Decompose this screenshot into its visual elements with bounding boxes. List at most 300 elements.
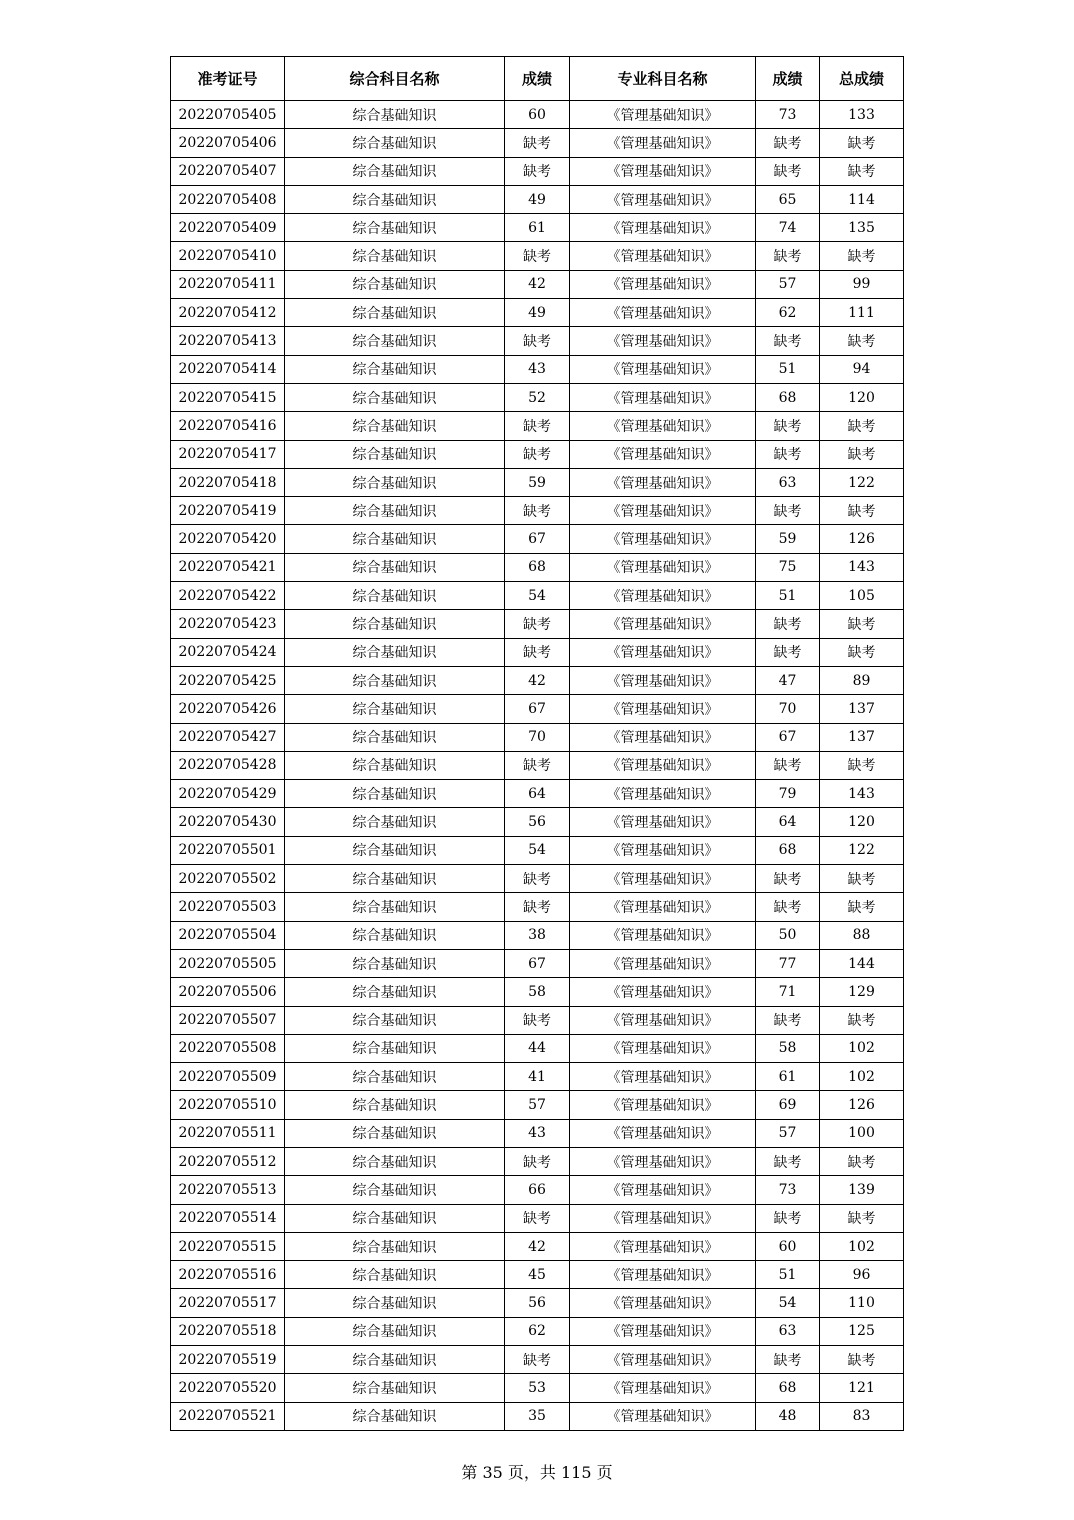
table-row bbox=[171, 1261, 904, 1289]
major-score-cell: 48 bbox=[756, 1402, 820, 1430]
table-row bbox=[171, 1063, 904, 1091]
exam-id-cell: 20220705405 bbox=[171, 101, 285, 129]
general-subject-cell: 综合基础知识 bbox=[285, 355, 505, 383]
major-score-cell: 51 bbox=[756, 1261, 820, 1289]
major-subject-cell: 《管理基础知识》 bbox=[570, 1374, 756, 1402]
exam-id-cell: 20220705423 bbox=[171, 610, 285, 638]
major-subject-cell: 《管理基础知识》 bbox=[570, 525, 756, 553]
major-subject-cell: 《管理基础知识》 bbox=[570, 214, 756, 242]
general-subject-cell: 综合基础知识 bbox=[285, 949, 505, 977]
general-subject-cell: 综合基础知识 bbox=[285, 1346, 505, 1374]
major-subject-cell: 《管理基础知识》 bbox=[570, 468, 756, 496]
exam-id-cell: 20220705517 bbox=[171, 1289, 285, 1317]
major-score-cell: 缺考 bbox=[756, 1204, 820, 1232]
general-subject-cell: 综合基础知识 bbox=[285, 1176, 505, 1204]
total-score-cell: 125 bbox=[820, 1317, 904, 1345]
total-score-cell: 137 bbox=[820, 695, 904, 723]
general-subject-cell: 综合基础知识 bbox=[285, 1374, 505, 1402]
table-row bbox=[171, 780, 904, 808]
general-score-cell: 42 bbox=[505, 666, 570, 694]
major-score-cell: 69 bbox=[756, 1091, 820, 1119]
general-score-cell: 54 bbox=[505, 582, 570, 610]
exam-id-cell: 20220705521 bbox=[171, 1402, 285, 1430]
major-score-cell: 缺考 bbox=[756, 242, 820, 270]
major-subject-cell: 《管理基础知识》 bbox=[570, 129, 756, 157]
general-score-cell: 49 bbox=[505, 299, 570, 327]
major-score-cell: 47 bbox=[756, 666, 820, 694]
major-subject-cell: 《管理基础知识》 bbox=[570, 751, 756, 779]
general-subject-cell: 综合基础知识 bbox=[285, 1119, 505, 1147]
major-subject-cell: 《管理基础知识》 bbox=[570, 780, 756, 808]
general-score-cell: 53 bbox=[505, 1374, 570, 1402]
table-row bbox=[171, 1034, 904, 1062]
table-row bbox=[171, 723, 904, 751]
general-score-cell: 67 bbox=[505, 949, 570, 977]
general-subject-cell: 综合基础知识 bbox=[285, 780, 505, 808]
major-score-cell: 缺考 bbox=[756, 893, 820, 921]
general-subject-cell: 综合基础知识 bbox=[285, 214, 505, 242]
general-score-cell: 38 bbox=[505, 921, 570, 949]
major-subject-cell: 《管理基础知识》 bbox=[570, 327, 756, 355]
major-score-cell: 57 bbox=[756, 270, 820, 298]
total-score-cell: 缺考 bbox=[820, 327, 904, 355]
total-score-cell: 143 bbox=[820, 780, 904, 808]
exam-id-cell: 20220705421 bbox=[171, 553, 285, 581]
general-subject-cell: 综合基础知识 bbox=[285, 327, 505, 355]
major-score-cell: 缺考 bbox=[756, 440, 820, 468]
exam-id-cell: 20220705408 bbox=[171, 185, 285, 213]
total-score-cell: 126 bbox=[820, 1091, 904, 1119]
table-row bbox=[171, 355, 904, 383]
general-subject-cell: 综合基础知识 bbox=[285, 1091, 505, 1119]
major-subject-cell: 《管理基础知识》 bbox=[570, 1147, 756, 1175]
exam-id-cell: 20220705425 bbox=[171, 666, 285, 694]
general-score-cell: 45 bbox=[505, 1261, 570, 1289]
total-score-cell: 96 bbox=[820, 1261, 904, 1289]
exam-id-cell: 20220705424 bbox=[171, 638, 285, 666]
table-row bbox=[171, 1091, 904, 1119]
total-score-cell: 105 bbox=[820, 582, 904, 610]
total-score-cell: 缺考 bbox=[820, 893, 904, 921]
table-row bbox=[171, 214, 904, 242]
general-score-cell: 68 bbox=[505, 553, 570, 581]
exam-id-cell: 20220705412 bbox=[171, 299, 285, 327]
general-subject-cell: 综合基础知识 bbox=[285, 893, 505, 921]
total-score-cell: 缺考 bbox=[820, 129, 904, 157]
total-score-cell: 102 bbox=[820, 1232, 904, 1260]
major-subject-cell: 《管理基础知识》 bbox=[570, 1091, 756, 1119]
major-subject-cell: 《管理基础知识》 bbox=[570, 610, 756, 638]
general-score-cell: 54 bbox=[505, 836, 570, 864]
general-score-cell: 缺考 bbox=[505, 440, 570, 468]
general-score-cell: 缺考 bbox=[505, 610, 570, 638]
major-score-cell: 59 bbox=[756, 525, 820, 553]
total-score-cell: 110 bbox=[820, 1289, 904, 1317]
exam-id-cell: 20220705410 bbox=[171, 242, 285, 270]
table-row bbox=[171, 299, 904, 327]
exam-id-cell: 20220705504 bbox=[171, 921, 285, 949]
major-score-cell: 62 bbox=[756, 299, 820, 327]
general-subject-cell: 综合基础知识 bbox=[285, 412, 505, 440]
table-row bbox=[171, 638, 904, 666]
major-subject-cell: 《管理基础知识》 bbox=[570, 1176, 756, 1204]
general-score-cell: 64 bbox=[505, 780, 570, 808]
general-score-cell: 60 bbox=[505, 101, 570, 129]
general-subject-cell: 综合基础知识 bbox=[285, 751, 505, 779]
exam-id-cell: 20220705407 bbox=[171, 157, 285, 185]
general-subject-cell: 综合基础知识 bbox=[285, 1204, 505, 1232]
general-subject-cell: 综合基础知识 bbox=[285, 1034, 505, 1062]
exam-id-cell: 20220705508 bbox=[171, 1034, 285, 1062]
general-score-cell: 59 bbox=[505, 468, 570, 496]
general-subject-cell: 综合基础知识 bbox=[285, 1063, 505, 1091]
exam-id-cell: 20220705503 bbox=[171, 893, 285, 921]
major-score-cell: 51 bbox=[756, 582, 820, 610]
exam-id-cell: 20220705411 bbox=[171, 270, 285, 298]
general-subject-cell: 综合基础知识 bbox=[285, 185, 505, 213]
table-row bbox=[171, 751, 904, 779]
major-score-cell: 57 bbox=[756, 1119, 820, 1147]
major-score-cell: 54 bbox=[756, 1289, 820, 1317]
table-row bbox=[171, 1204, 904, 1232]
major-score-cell: 50 bbox=[756, 921, 820, 949]
major-score-cell: 缺考 bbox=[756, 1346, 820, 1374]
major-subject-cell: 《管理基础知识》 bbox=[570, 1317, 756, 1345]
exam-id-cell: 20220705512 bbox=[171, 1147, 285, 1175]
exam-id-cell: 20220705519 bbox=[171, 1346, 285, 1374]
total-score-cell: 缺考 bbox=[820, 497, 904, 525]
header-total-score: 总成绩 bbox=[820, 57, 904, 101]
exam-id-cell: 20220705501 bbox=[171, 836, 285, 864]
major-score-cell: 70 bbox=[756, 695, 820, 723]
major-subject-cell: 《管理基础知识》 bbox=[570, 383, 756, 411]
exam-id-cell: 20220705430 bbox=[171, 808, 285, 836]
header-major-score: 成绩 bbox=[756, 57, 820, 101]
total-score-cell: 缺考 bbox=[820, 440, 904, 468]
exam-id-cell: 20220705419 bbox=[171, 497, 285, 525]
table-row bbox=[171, 1346, 904, 1374]
major-score-cell: 缺考 bbox=[756, 751, 820, 779]
table-row bbox=[171, 1232, 904, 1260]
general-score-cell: 缺考 bbox=[505, 497, 570, 525]
general-score-cell: 70 bbox=[505, 723, 570, 751]
major-subject-cell: 《管理基础知识》 bbox=[570, 242, 756, 270]
major-score-cell: 65 bbox=[756, 185, 820, 213]
general-subject-cell: 综合基础知识 bbox=[285, 978, 505, 1006]
exam-id-cell: 20220705418 bbox=[171, 468, 285, 496]
major-score-cell: 58 bbox=[756, 1034, 820, 1062]
major-score-cell: 77 bbox=[756, 949, 820, 977]
general-score-cell: 缺考 bbox=[505, 242, 570, 270]
general-subject-cell: 综合基础知识 bbox=[285, 242, 505, 270]
major-score-cell: 缺考 bbox=[756, 1147, 820, 1175]
general-score-cell: 缺考 bbox=[505, 638, 570, 666]
major-score-cell: 68 bbox=[756, 836, 820, 864]
total-score-cell: 143 bbox=[820, 553, 904, 581]
major-subject-cell: 《管理基础知识》 bbox=[570, 808, 756, 836]
major-subject-cell: 《管理基础知识》 bbox=[570, 1289, 756, 1317]
general-score-cell: 缺考 bbox=[505, 412, 570, 440]
total-score-cell: 89 bbox=[820, 666, 904, 694]
general-subject-cell: 综合基础知识 bbox=[285, 666, 505, 694]
total-score-cell: 缺考 bbox=[820, 610, 904, 638]
general-score-cell: 42 bbox=[505, 1232, 570, 1260]
table-row bbox=[171, 808, 904, 836]
table-row bbox=[171, 553, 904, 581]
major-score-cell: 75 bbox=[756, 553, 820, 581]
major-subject-cell: 《管理基础知识》 bbox=[570, 299, 756, 327]
total-score-cell: 122 bbox=[820, 468, 904, 496]
total-score-cell: 83 bbox=[820, 1402, 904, 1430]
exam-id-cell: 20220705416 bbox=[171, 412, 285, 440]
total-score-cell: 120 bbox=[820, 808, 904, 836]
general-score-cell: 62 bbox=[505, 1317, 570, 1345]
total-score-cell: 99 bbox=[820, 270, 904, 298]
general-score-cell: 缺考 bbox=[505, 865, 570, 893]
major-score-cell: 缺考 bbox=[756, 638, 820, 666]
exam-id-cell: 20220705520 bbox=[171, 1374, 285, 1402]
total-score-cell: 88 bbox=[820, 921, 904, 949]
general-score-cell: 缺考 bbox=[505, 157, 570, 185]
major-score-cell: 缺考 bbox=[756, 327, 820, 355]
major-subject-cell: 《管理基础知识》 bbox=[570, 185, 756, 213]
total-score-cell: 102 bbox=[820, 1034, 904, 1062]
table-row bbox=[171, 101, 904, 129]
total-score-cell: 114 bbox=[820, 185, 904, 213]
total-score-cell: 139 bbox=[820, 1176, 904, 1204]
general-subject-cell: 综合基础知识 bbox=[285, 921, 505, 949]
exam-id-cell: 20220705511 bbox=[171, 1119, 285, 1147]
general-subject-cell: 综合基础知识 bbox=[285, 582, 505, 610]
total-score-cell: 122 bbox=[820, 836, 904, 864]
major-subject-cell: 《管理基础知识》 bbox=[570, 412, 756, 440]
major-subject-cell: 《管理基础知识》 bbox=[570, 1204, 756, 1232]
table-row bbox=[171, 921, 904, 949]
general-subject-cell: 综合基础知识 bbox=[285, 723, 505, 751]
exam-id-cell: 20220705420 bbox=[171, 525, 285, 553]
table-row bbox=[171, 666, 904, 694]
major-score-cell: 64 bbox=[756, 808, 820, 836]
exam-id-cell: 20220705427 bbox=[171, 723, 285, 751]
exam-id-cell: 20220705426 bbox=[171, 695, 285, 723]
exam-id-cell: 20220705415 bbox=[171, 383, 285, 411]
table-row bbox=[171, 270, 904, 298]
general-subject-cell: 综合基础知识 bbox=[285, 1232, 505, 1260]
general-score-cell: 43 bbox=[505, 1119, 570, 1147]
general-subject-cell: 综合基础知识 bbox=[285, 440, 505, 468]
total-score-cell: 126 bbox=[820, 525, 904, 553]
major-subject-cell: 《管理基础知识》 bbox=[570, 497, 756, 525]
general-score-cell: 缺考 bbox=[505, 1204, 570, 1232]
table-row bbox=[171, 1374, 904, 1402]
general-subject-cell: 综合基础知识 bbox=[285, 468, 505, 496]
table-row bbox=[171, 129, 904, 157]
general-score-cell: 56 bbox=[505, 1289, 570, 1317]
total-score-cell: 94 bbox=[820, 355, 904, 383]
total-score-cell: 133 bbox=[820, 101, 904, 129]
header-major-subject: 专业科目名称 bbox=[570, 57, 756, 101]
general-score-cell: 66 bbox=[505, 1176, 570, 1204]
total-score-cell: 缺考 bbox=[820, 1006, 904, 1034]
general-score-cell: 缺考 bbox=[505, 1006, 570, 1034]
header-exam-id: 准考证号 bbox=[171, 57, 285, 101]
major-score-cell: 67 bbox=[756, 723, 820, 751]
general-subject-cell: 综合基础知识 bbox=[285, 383, 505, 411]
major-score-cell: 68 bbox=[756, 1374, 820, 1402]
total-score-cell: 129 bbox=[820, 978, 904, 1006]
table-row bbox=[171, 1176, 904, 1204]
major-score-cell: 60 bbox=[756, 1232, 820, 1260]
general-score-cell: 缺考 bbox=[505, 1147, 570, 1175]
major-subject-cell: 《管理基础知识》 bbox=[570, 893, 756, 921]
major-subject-cell: 《管理基础知识》 bbox=[570, 865, 756, 893]
table-row bbox=[171, 836, 904, 864]
general-subject-cell: 综合基础知识 bbox=[285, 1006, 505, 1034]
general-subject-cell: 综合基础知识 bbox=[285, 129, 505, 157]
general-subject-cell: 综合基础知识 bbox=[285, 610, 505, 638]
exam-id-cell: 20220705518 bbox=[171, 1317, 285, 1345]
general-score-cell: 缺考 bbox=[505, 1346, 570, 1374]
header-general-score: 成绩 bbox=[505, 57, 570, 101]
major-subject-cell: 《管理基础知识》 bbox=[570, 553, 756, 581]
major-score-cell: 缺考 bbox=[756, 1006, 820, 1034]
general-subject-cell: 综合基础知识 bbox=[285, 1402, 505, 1430]
table-row bbox=[171, 1402, 904, 1430]
total-score-cell: 102 bbox=[820, 1063, 904, 1091]
major-score-cell: 74 bbox=[756, 214, 820, 242]
table-row bbox=[171, 978, 904, 1006]
major-score-cell: 63 bbox=[756, 468, 820, 496]
table-row bbox=[171, 468, 904, 496]
major-subject-cell: 《管理基础知识》 bbox=[570, 1063, 756, 1091]
total-score-cell: 144 bbox=[820, 949, 904, 977]
exam-id-cell: 20220705516 bbox=[171, 1261, 285, 1289]
general-subject-cell: 综合基础知识 bbox=[285, 808, 505, 836]
table-row bbox=[171, 1006, 904, 1034]
exam-id-cell: 20220705513 bbox=[171, 1176, 285, 1204]
general-score-cell: 41 bbox=[505, 1063, 570, 1091]
table-row bbox=[171, 497, 904, 525]
table-body bbox=[171, 101, 904, 1431]
total-score-cell: 缺考 bbox=[820, 865, 904, 893]
general-score-cell: 67 bbox=[505, 695, 570, 723]
total-score-cell: 缺考 bbox=[820, 638, 904, 666]
general-score-cell: 49 bbox=[505, 185, 570, 213]
exam-id-cell: 20220705428 bbox=[171, 751, 285, 779]
table-row bbox=[171, 383, 904, 411]
major-score-cell: 63 bbox=[756, 1317, 820, 1345]
exam-id-cell: 20220705406 bbox=[171, 129, 285, 157]
total-score-cell: 缺考 bbox=[820, 412, 904, 440]
total-score-cell: 缺考 bbox=[820, 1204, 904, 1232]
general-subject-cell: 综合基础知识 bbox=[285, 865, 505, 893]
exam-id-cell: 20220705409 bbox=[171, 214, 285, 242]
major-subject-cell: 《管理基础知识》 bbox=[570, 666, 756, 694]
score-table bbox=[170, 56, 904, 1431]
major-subject-cell: 《管理基础知识》 bbox=[570, 270, 756, 298]
table-row bbox=[171, 1119, 904, 1147]
major-subject-cell: 《管理基础知识》 bbox=[570, 978, 756, 1006]
general-score-cell: 58 bbox=[505, 978, 570, 1006]
total-score-cell: 缺考 bbox=[820, 157, 904, 185]
exam-id-cell: 20220705514 bbox=[171, 1204, 285, 1232]
major-score-cell: 73 bbox=[756, 101, 820, 129]
exam-id-cell: 20220705422 bbox=[171, 582, 285, 610]
table-row bbox=[171, 440, 904, 468]
major-score-cell: 缺考 bbox=[756, 412, 820, 440]
major-subject-cell: 《管理基础知识》 bbox=[570, 1034, 756, 1062]
general-score-cell: 缺考 bbox=[505, 129, 570, 157]
general-score-cell: 61 bbox=[505, 214, 570, 242]
major-subject-cell: 《管理基础知识》 bbox=[570, 1006, 756, 1034]
exam-id-cell: 20220705417 bbox=[171, 440, 285, 468]
general-subject-cell: 综合基础知识 bbox=[285, 1147, 505, 1175]
general-subject-cell: 综合基础知识 bbox=[285, 836, 505, 864]
general-subject-cell: 综合基础知识 bbox=[285, 270, 505, 298]
major-score-cell: 缺考 bbox=[756, 865, 820, 893]
exam-id-cell: 20220705515 bbox=[171, 1232, 285, 1260]
major-subject-cell: 《管理基础知识》 bbox=[570, 1119, 756, 1147]
major-score-cell: 51 bbox=[756, 355, 820, 383]
exam-id-cell: 20220705502 bbox=[171, 865, 285, 893]
exam-id-cell: 20220705429 bbox=[171, 780, 285, 808]
header-general-subject: 综合科目名称 bbox=[285, 57, 505, 101]
general-subject-cell: 综合基础知识 bbox=[285, 1317, 505, 1345]
major-subject-cell: 《管理基础知识》 bbox=[570, 101, 756, 129]
exam-id-cell: 20220705413 bbox=[171, 327, 285, 355]
general-subject-cell: 综合基础知识 bbox=[285, 1289, 505, 1317]
table-row bbox=[171, 185, 904, 213]
major-subject-cell: 《管理基础知识》 bbox=[570, 921, 756, 949]
major-score-cell: 73 bbox=[756, 1176, 820, 1204]
general-score-cell: 44 bbox=[505, 1034, 570, 1062]
table-header-row bbox=[171, 57, 904, 101]
table-row bbox=[171, 582, 904, 610]
table-row bbox=[171, 949, 904, 977]
major-subject-cell: 《管理基础知识》 bbox=[570, 440, 756, 468]
major-subject-cell: 《管理基础知识》 bbox=[570, 1346, 756, 1374]
general-subject-cell: 综合基础知识 bbox=[285, 157, 505, 185]
general-subject-cell: 综合基础知识 bbox=[285, 525, 505, 553]
major-score-cell: 68 bbox=[756, 383, 820, 411]
major-score-cell: 缺考 bbox=[756, 129, 820, 157]
exam-id-cell: 20220705507 bbox=[171, 1006, 285, 1034]
general-subject-cell: 综合基础知识 bbox=[285, 101, 505, 129]
total-score-cell: 135 bbox=[820, 214, 904, 242]
total-score-cell: 121 bbox=[820, 1374, 904, 1402]
major-score-cell: 79 bbox=[756, 780, 820, 808]
total-score-cell: 120 bbox=[820, 383, 904, 411]
total-score-cell: 100 bbox=[820, 1119, 904, 1147]
major-subject-cell: 《管理基础知识》 bbox=[570, 355, 756, 383]
major-score-cell: 61 bbox=[756, 1063, 820, 1091]
table-row bbox=[171, 525, 904, 553]
major-subject-cell: 《管理基础知识》 bbox=[570, 949, 756, 977]
general-score-cell: 57 bbox=[505, 1091, 570, 1119]
general-score-cell: 67 bbox=[505, 525, 570, 553]
major-score-cell: 71 bbox=[756, 978, 820, 1006]
general-subject-cell: 综合基础知识 bbox=[285, 695, 505, 723]
table-row bbox=[171, 1147, 904, 1175]
major-subject-cell: 《管理基础知识》 bbox=[570, 157, 756, 185]
major-subject-cell: 《管理基础知识》 bbox=[570, 723, 756, 751]
table-row bbox=[171, 1317, 904, 1345]
general-score-cell: 42 bbox=[505, 270, 570, 298]
total-score-cell: 缺考 bbox=[820, 1147, 904, 1175]
general-score-cell: 缺考 bbox=[505, 893, 570, 921]
table-row bbox=[171, 327, 904, 355]
table-row bbox=[171, 1289, 904, 1317]
